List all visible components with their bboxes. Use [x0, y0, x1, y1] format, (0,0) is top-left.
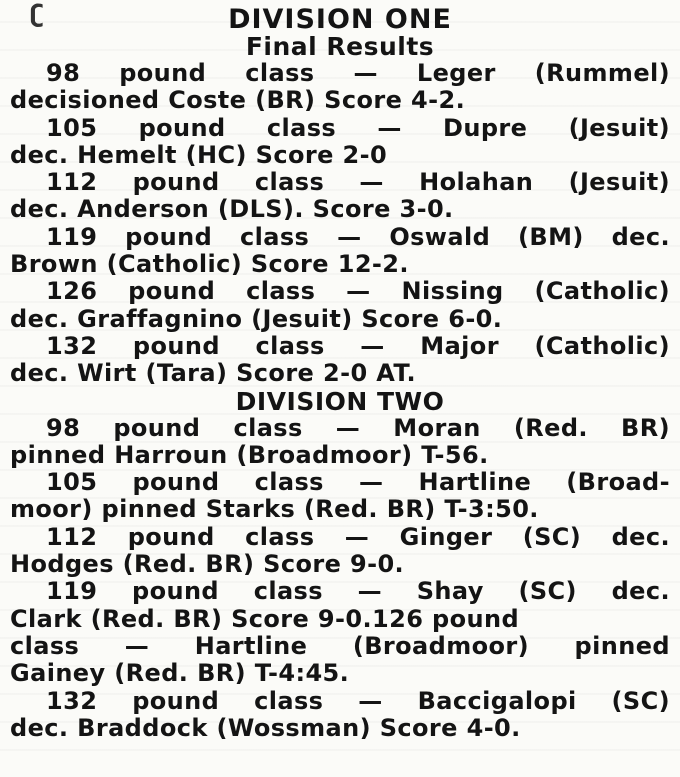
result-line: dec. Anderson (DLS). Score 3-0. [10, 195, 454, 224]
result-entry [10, 415, 670, 470]
result-line: 132 pound class — Major (Catholic) [46, 331, 670, 360]
division-two-title: DIVISION TWO [235, 386, 445, 416]
result-line: 105 pound class — Dupre (Jesuit) [46, 113, 670, 142]
result-line: Clark (Red. BR) Score 9-0.126 pound [10, 604, 520, 633]
result-line: 112 pound class — Ginger (SC) dec. [46, 522, 670, 551]
result-line: 98 pound class — Moran (Red. BR) [46, 413, 670, 442]
result-line: class — Hartline (Broadmoor) pinned [10, 631, 670, 660]
result-line: dec. Graffagnino (Jesuit) Score 6-0. [10, 304, 503, 333]
result-entry [10, 633, 670, 688]
result-line: pinned Harroun (Broadmoor) T-56. [10, 440, 489, 469]
result-entry [10, 578, 670, 633]
result-entry [10, 333, 670, 388]
result-line: 119 pound class — Shay (SC) dec. [46, 577, 670, 606]
result-entry [10, 278, 670, 333]
final-results-subtitle: Final Results [245, 32, 435, 61]
result-entry [10, 688, 670, 743]
result-entry [10, 524, 670, 579]
result-line: dec. Wirt (Tara) Score 2-0 AT. [10, 359, 417, 388]
result-entry [10, 469, 670, 524]
result-line: 132 pound class — Baccigalopi (SC) [46, 686, 670, 715]
result-line: Gainey (Red. BR) T-4:45. [10, 659, 350, 688]
result-line: 126 pound class — Nissing (Catholic) [46, 277, 670, 306]
result-line: moor) pinned Starks (Red. BR) T-3:50. [10, 495, 539, 524]
result-line: 112 pound class — Holahan (Jesuit) [46, 168, 670, 197]
corner-mark: ʗ [30, 0, 44, 28]
division-one-title: DIVISION ONE [228, 4, 452, 35]
result-line: 98 pound class — Leger (Rummel) [46, 59, 670, 87]
result-line: 105 pound class — Hartline (Broad- [46, 468, 670, 497]
result-line: Hodges (Red. BR) Score 9-0. [10, 550, 405, 579]
result-line: dec. Braddock (Wossman) Score 4-0. [10, 713, 521, 742]
result-line: 119 pound class — Oswald (BM) dec. [46, 222, 670, 251]
result-entry [10, 115, 670, 170]
result-line: decisioned Coste (BR) Score 4-2. [10, 86, 466, 115]
result-entry [10, 224, 670, 279]
result-entry [10, 169, 670, 224]
result-line: Brown (Catholic) Score 12-2. [10, 250, 409, 279]
result-entry [10, 60, 670, 115]
result-line: dec. Hemelt (HC) Score 2-0 [10, 140, 388, 169]
